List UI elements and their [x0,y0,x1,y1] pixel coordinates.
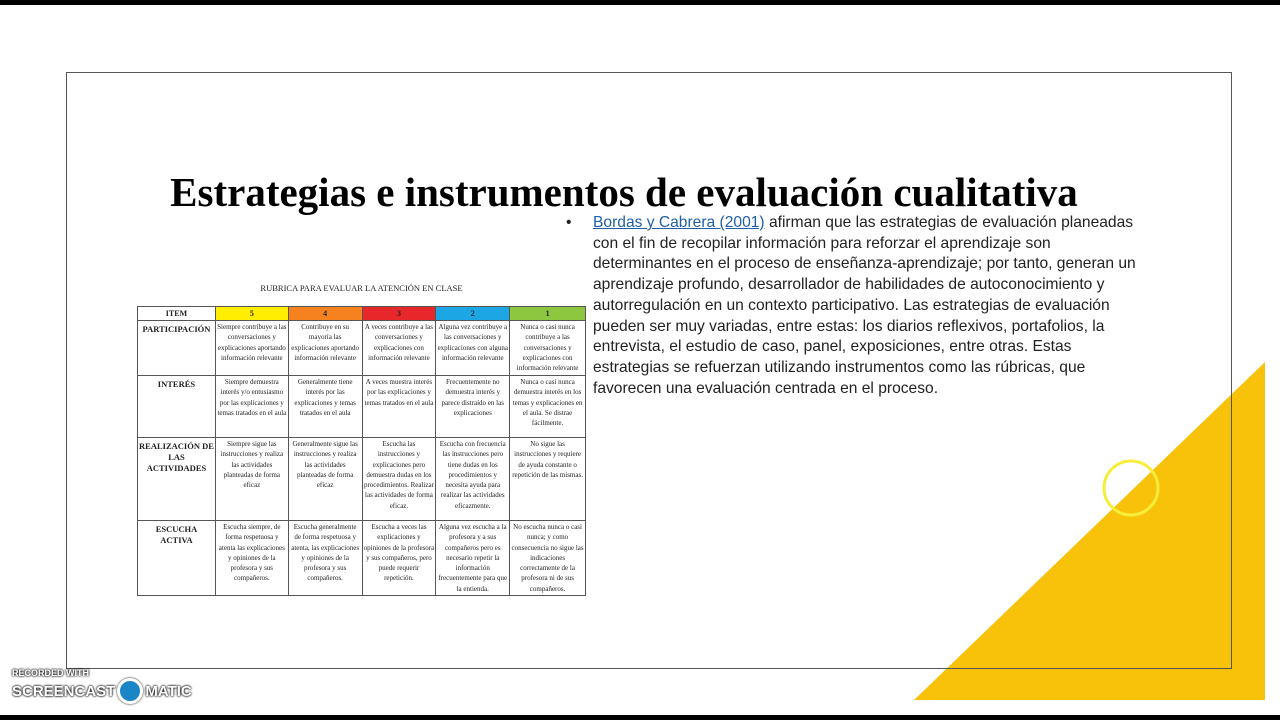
rubric-caption: RUBRICA PARA EVALUAR LA ATENCIÓN EN CLASE [260,283,463,293]
table-cell: Siempre demuestra interés y/o entusiasmo por las explicaciones y temas tratados en el aula [215,376,288,438]
slide-title: Estrategias e instrumentos de evaluación cualitativa [170,169,1078,215]
table-cell: Nunca o casi nunca demuestra interés en los temas y explicaciones en el aula. Se distrae fácilmente. [510,376,586,438]
header-score-1: 1 [510,307,586,321]
header-score-3: 3 [362,307,436,321]
bullet-text [593,213,1146,399]
table-cell: Nunca o casi nunca contribuye a las conversaciones y explicaciones con información relevante [510,321,586,376]
bullet-paragraph [566,213,1146,399]
row-item: PARTICIPACIÓN [138,321,216,376]
row-item: REALIZACIÓN DE LAS ACTIVIDADES [138,438,216,521]
table-row [138,438,586,521]
table-cell: Escucha generalmente de forma respetuosa y atenta, las explicaciones y opiniones de la profesora y sus compañeros. [288,521,362,596]
bullet-icon: • [566,214,572,231]
table-cell: Generalmente tiene interés por las explicaciones y temas tratados en el aula [288,376,362,438]
table-cell: Contribuye en su mayoría las explicaciones aportando información relevante [288,321,362,376]
screencast-logo-icon [117,678,143,704]
bullet-body: afirman que las estrategias de evaluación planeadas con el fin de recopilar información para reforzar el aprendizaje son determinantes en el proceso de enseñanza-aprendizaje; por tanto, generan un aprendizaje profundo, desarrollador de habilidades de autoconocimiento y autorregulación en un contexto participativo. Las estrategias de evaluación pueden ser muy variadas, entre estas: los diarios reflexivos, portafolios, la entrevista, el estudio de caso, panel, exposiciones, entre otras. Estas estrategias se refuerzan utilizando instrumentos como las rúbricas, que favorecen una evaluación centrada en el proceso. [593,214,1136,397]
table-cell: Escucha con frecuencia las instrucciones pero tiene dudas en los procedimientos y necesita ayuda para realizar las actividades eficazmente. [436,438,510,521]
table-cell: Frecuentemente no demuestra interés y parece distraído en las explicaciones [436,376,510,438]
row-item: ESCUCHA ACTIVA [138,521,216,596]
header-item: ITEM [138,307,216,321]
header-score-4: 4 [288,307,362,321]
rubric-table [137,306,586,596]
table-cell: Escucha a veces las explicaciones y opiniones de la profesora y sus compañeros, pero puede requerir repetición. [362,521,436,596]
watermark-brand-b: MATIC [145,682,192,700]
table-cell: Siempre sigue las instrucciones y realiza las actividades planteadas de forma eficaz [215,438,288,521]
table-cell: Siempre contribuye a las conversaciones y explicaciones aportando información relevante [215,321,288,376]
table-cell: Alguna vez contribuye a las conversaciones y explicaciones con alguna información relevante [436,321,510,376]
watermark-line1: RECORDED WITH [12,668,89,678]
table-cell: Alguna vez escucha a la profesora y a sus compañeros pero es necesario repetir la información frecuentemente para que la entienda. [436,521,510,596]
table-row [138,321,586,376]
table-cell: Escucha las instrucciones y explicaciones pero demuestra dudas en los procedimientos. Realizar las actividades de forma eficaz. [362,438,436,521]
table-cell: No escucha nunca o casi nunca; y como consecuencia no sigue las indicaciones correctamente de la profesora ni de sus compañeros. [510,521,586,596]
row-item: INTERÉS [138,376,216,438]
table-row [138,521,586,596]
header-score-2: 2 [436,307,510,321]
citation-link[interactable]: Bordas y Cabrera (2001) [593,214,765,231]
table-cell: A veces muestra interés por las explicaciones y temas tratados en el aula [362,376,436,438]
rubric-header-row [138,307,586,321]
table-cell: No sigue las instrucciones y requiere de ayuda constante o repetición de las mismas. [510,438,586,521]
table-cell: A veces contribuye a las conversaciones y explicaciones con información relevante [362,321,436,376]
screencast-watermark [12,668,192,704]
header-score-5: 5 [215,307,288,321]
table-row [138,376,586,438]
table-cell: Escucha siempre, de forma respetuosa y atenta las explicaciones y opiniones de la profesora y sus compañeros. [215,521,288,596]
table-cell: Generalmente sigue las instrucciones y realiza las actividades planteadas de forma eficaz [288,438,362,521]
watermark-brand-a: SCREENCAST [12,682,116,700]
